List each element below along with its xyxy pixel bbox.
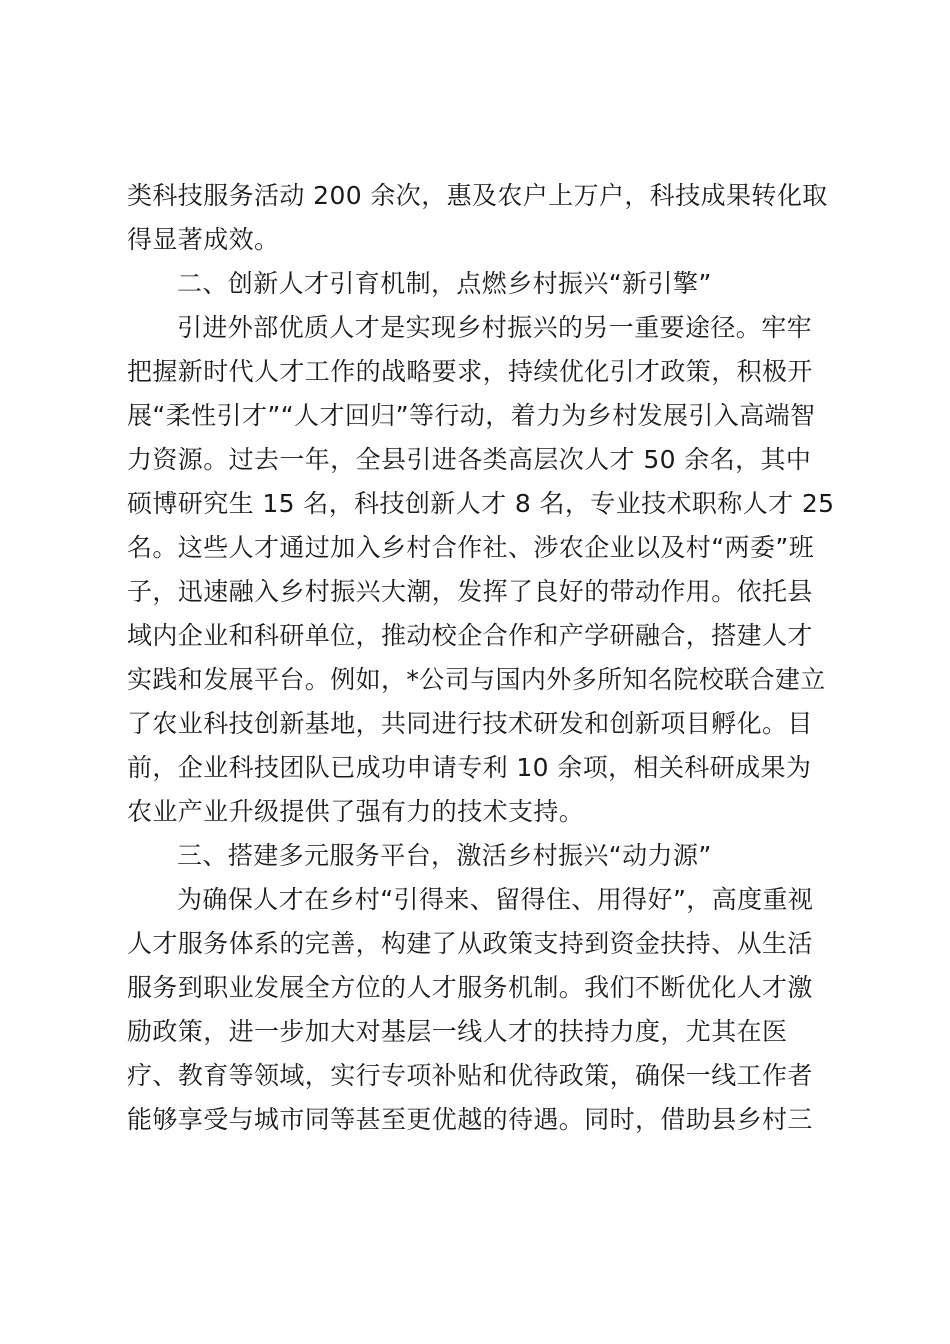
body-line: 为确保人才在乡村“引得来、留得住、用得好”，高度重视 (177, 885, 814, 914)
document-body (127, 174, 835, 1142)
section-heading: 二、创新人才引育机制，点燃乡村振兴“新引擎” (177, 269, 712, 298)
body-line: 硕博研究生 15 名，科技创新人才 8 名，专业技术职称人才 25 (127, 489, 835, 518)
body-line: 前，企业科技团队已成功申请专利 10 余项，相关科研成果为 (127, 753, 812, 782)
body-line: 疗、教育等领域，实行专项补贴和优待政策，确保一线工作者 (127, 1061, 813, 1090)
body-line: 农业产业升级提供了强有力的技术支持。 (127, 797, 585, 826)
body-line: 把握新时代人才工作的战略要求，持续优化引才政策，积极开 (127, 357, 813, 386)
body-line: 类科技服务活动 200 余次，惠及农户上万户，科技成果转化取 (127, 181, 828, 210)
body-line: 名。这些人才通过加入乡村合作社、涉农企业以及村“两委”班 (127, 533, 815, 562)
body-line: 展“柔性引才”“人才回归”等行动，着力为乡村发展引入高端智 (127, 401, 816, 430)
body-line: 力资源。过去一年，全县引进各类高层次人才 50 余名，其中 (127, 445, 812, 474)
body-line: 引进外部优质人才是实现乡村振兴的另一重要途径。牢牢 (177, 313, 813, 342)
body-line: 子，迅速融入乡村振兴大潮，发挥了良好的带动作用。依托县 (127, 577, 813, 606)
body-line: 励政策，进一步加大对基层一线人才的扶持力度，尤其在医 (127, 1017, 788, 1046)
body-line: 服务到职业发展全方位的人才服务机制。我们不断优化人才激 (127, 973, 813, 1002)
body-line: 了农业科技创新基地，共同进行技术研发和创新项目孵化。目 (127, 709, 813, 738)
body-line: 人才服务体系的完善，构建了从政策支持到资金扶持、从生活 (127, 929, 813, 958)
body-line: 能够享受与城市同等甚至更优越的待遇。同时，借助县乡村三 (127, 1105, 813, 1134)
body-line: 域内企业和科研单位，推动校企合作和产学研融合，搭建人才 (127, 621, 813, 650)
body-line: 实践和发展平台。例如，*公司与国内外多所知名院校联合建立 (127, 665, 826, 694)
body-line: 得显著成效。 (127, 225, 280, 254)
section-heading: 三、搭建多元服务平台，激活乡村振兴“动力源” (177, 841, 712, 870)
